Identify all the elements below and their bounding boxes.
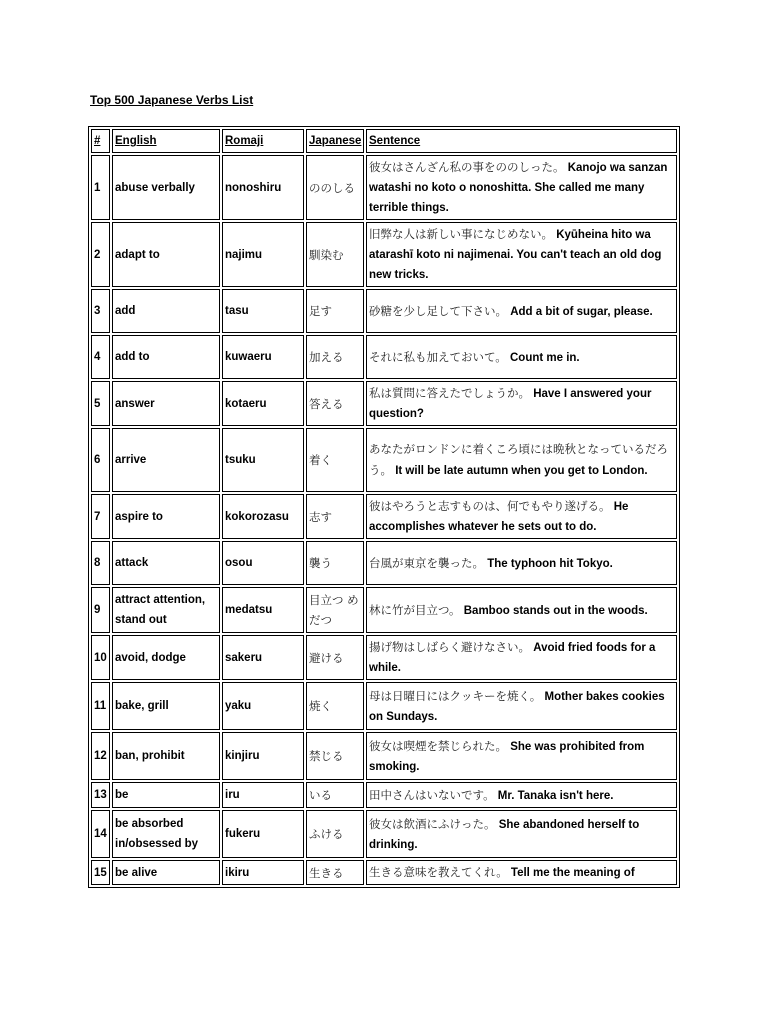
romaji-cell: tsuku: [222, 428, 304, 492]
header-row: [91, 129, 677, 153]
japanese-cell: 生きる: [306, 860, 364, 885]
verbs-table: [88, 126, 680, 888]
japanese-cell: 加える: [306, 335, 364, 379]
row-number: 14: [91, 810, 110, 858]
english-cell: attract attention, stand out: [112, 587, 220, 633]
row-number: 4: [91, 335, 110, 379]
japanese-cell: 足す: [306, 289, 364, 333]
sentence-english: Avoid fried foods for a while.: [369, 642, 656, 674]
header-english: English: [112, 129, 220, 153]
sentence-japanese: 彼女は喫煙を禁じられた。: [369, 738, 507, 753]
english-cell: answer: [112, 381, 220, 426]
table-row: [91, 732, 677, 780]
table-row: [91, 155, 677, 220]
table-row: [91, 587, 677, 633]
romaji-cell: kotaeru: [222, 381, 304, 426]
romaji-cell: kokorozasu: [222, 494, 304, 539]
table-row: [91, 635, 677, 680]
sentence-english: Bamboo stands out in the woods.: [463, 604, 648, 617]
row-number: 2: [91, 222, 110, 287]
romaji-cell: osou: [222, 541, 304, 585]
sentence-japanese: あなたがロンドンに着くころ頃には晩秋となっているだろう。: [369, 442, 668, 477]
table-row: [91, 682, 677, 730]
row-number: 13: [91, 782, 110, 808]
row-number: 1: [91, 155, 110, 220]
romaji-cell: ikiru: [222, 860, 304, 885]
japanese-cell: 避ける: [306, 635, 364, 680]
sentence-cell: [366, 732, 677, 780]
sentence-cell: [366, 682, 677, 730]
table-row: [91, 289, 677, 333]
english-cell: arrive: [112, 428, 220, 492]
sentence-english: Tell me the meaning of: [510, 867, 635, 879]
sentence-japanese: 母は日曜日にはクッキーを焼く。: [369, 688, 542, 703]
english-cell: bake, grill: [112, 682, 220, 730]
row-number: 5: [91, 381, 110, 426]
japanese-cell: 答える: [306, 381, 364, 426]
sentence-english: He accomplishes whatever he sets out to do.: [369, 501, 629, 533]
english-cell: attack: [112, 541, 220, 585]
table-row: [91, 782, 677, 808]
english-cell: be alive: [112, 860, 220, 885]
sentence-japanese: 揚げ物はしばらく避けなさい。: [369, 640, 530, 654]
sentence-japanese: それに私も加えておいて。: [369, 349, 507, 364]
japanese-cell: 目立つ めだつ: [306, 587, 364, 633]
english-cell: aspire to: [112, 494, 220, 539]
japanese-cell: 襲う: [306, 541, 364, 585]
sentence-cell: [366, 587, 677, 633]
romaji-cell: kuwaeru: [222, 335, 304, 379]
romaji-cell: fukeru: [222, 810, 304, 858]
sentence-japanese: 台風が東京を襲った。: [369, 555, 484, 570]
sentence-cell: [366, 335, 677, 379]
romaji-cell: sakeru: [222, 635, 304, 680]
table-row: [91, 494, 677, 539]
sentence-english: She abandoned herself to drinking.: [369, 818, 640, 851]
page-title: Top 500 Japanese Verbs List: [90, 93, 254, 107]
sentence-cell: [366, 381, 677, 426]
sentence-english: It will be late autumn when you get to London.: [395, 465, 648, 477]
sentence-english: Mr. Tanaka isn't here.: [497, 789, 614, 802]
row-number: 9: [91, 587, 110, 633]
sentence-japanese: 彼女はさんざん私の事をののしった。: [369, 160, 565, 174]
table-row: [91, 222, 677, 287]
romaji-cell: yaku: [222, 682, 304, 730]
row-number: 7: [91, 494, 110, 539]
sentence-english: Kanojo wa sanzan watashi no koto o nonoshitta. She called me many terrible things.: [369, 162, 668, 214]
sentence-cell: [366, 428, 677, 492]
japanese-cell: ののしる: [306, 155, 364, 220]
romaji-cell: iru: [222, 782, 304, 808]
sentence-english: Add a bit of sugar, please.: [510, 305, 653, 318]
row-number: 12: [91, 732, 110, 780]
romaji-cell: medatsu: [222, 587, 304, 633]
row-number: 6: [91, 428, 110, 492]
english-cell: adapt to: [112, 222, 220, 287]
sentence-english: The typhoon hit Tokyo.: [487, 557, 613, 570]
table-row: [91, 810, 677, 858]
sentence-english: Kyūheina hito wa atarashī koto ni najimenai. You can't teach an old dog new tricks.: [369, 229, 662, 281]
row-number: 10: [91, 635, 110, 680]
sentence-japanese: 田中さんはいないです。: [369, 787, 495, 802]
japanese-cell: いる: [306, 782, 364, 808]
sentence-english: She was prohibited from smoking.: [369, 740, 645, 773]
english-cell: avoid, dodge: [112, 635, 220, 680]
row-number: 8: [91, 541, 110, 585]
sentence-japanese: 彼女は飲酒にふけった。: [369, 816, 496, 831]
japanese-cell: 焼く: [306, 682, 364, 730]
sentence-english: Count me in.: [509, 351, 580, 364]
header-num: #: [91, 129, 110, 153]
japanese-cell: ふける: [306, 810, 364, 858]
sentence-cell: [366, 782, 677, 808]
romaji-cell: najimu: [222, 222, 304, 287]
japanese-cell: 馴染む: [306, 222, 364, 287]
sentence-english: Mother bakes cookies on Sundays.: [369, 690, 665, 723]
sentence-cell: [366, 635, 677, 680]
sentence-japanese: 生きる意味を教えてくれ。: [369, 865, 508, 879]
header-sentence: Sentence: [366, 129, 677, 153]
table-row: [91, 541, 677, 585]
sentence-japanese: 旧弊な人は新しい事になじめない。: [369, 227, 553, 241]
sentence-japanese: 砂糖を少し足して下さい。: [369, 303, 507, 318]
japanese-cell: 着く: [306, 428, 364, 492]
romaji-cell: tasu: [222, 289, 304, 333]
english-cell: be absorbed in/obsessed by: [112, 810, 220, 858]
sentence-japanese: 彼はやろうと志すものは、何でもやり遂げる。: [369, 499, 611, 513]
sentence-cell: [366, 494, 677, 539]
japanese-cell: 志す: [306, 494, 364, 539]
sentence-japanese: 私は質問に答えたでしょうか。: [369, 386, 530, 400]
sentence-cell: [366, 222, 677, 287]
row-number: 11: [91, 682, 110, 730]
sentence-cell: [366, 289, 677, 333]
english-cell: ban, prohibit: [112, 732, 220, 780]
sentence-cell: [366, 541, 677, 585]
romaji-cell: kinjiru: [222, 732, 304, 780]
english-cell: add: [112, 289, 220, 333]
table-row: [91, 381, 677, 426]
english-cell: abuse verbally: [112, 155, 220, 220]
sentence-cell: [366, 155, 677, 220]
romaji-cell: nonoshiru: [222, 155, 304, 220]
table-row: [91, 860, 677, 885]
english-cell: be: [112, 782, 220, 808]
japanese-cell: 禁じる: [306, 732, 364, 780]
header-japanese: Japanese: [306, 129, 364, 153]
sentence-cell: [366, 810, 677, 858]
sentence-english: Have I answered your question?: [369, 388, 652, 420]
table-row: [91, 428, 677, 492]
header-romaji: Romaji: [222, 129, 304, 153]
sentence-cell: [366, 860, 677, 885]
sentence-japanese: 林に竹が目立つ。: [369, 602, 461, 617]
english-cell: add to: [112, 335, 220, 379]
row-number: 3: [91, 289, 110, 333]
row-number: 15: [91, 860, 110, 885]
table-row: [91, 335, 677, 379]
